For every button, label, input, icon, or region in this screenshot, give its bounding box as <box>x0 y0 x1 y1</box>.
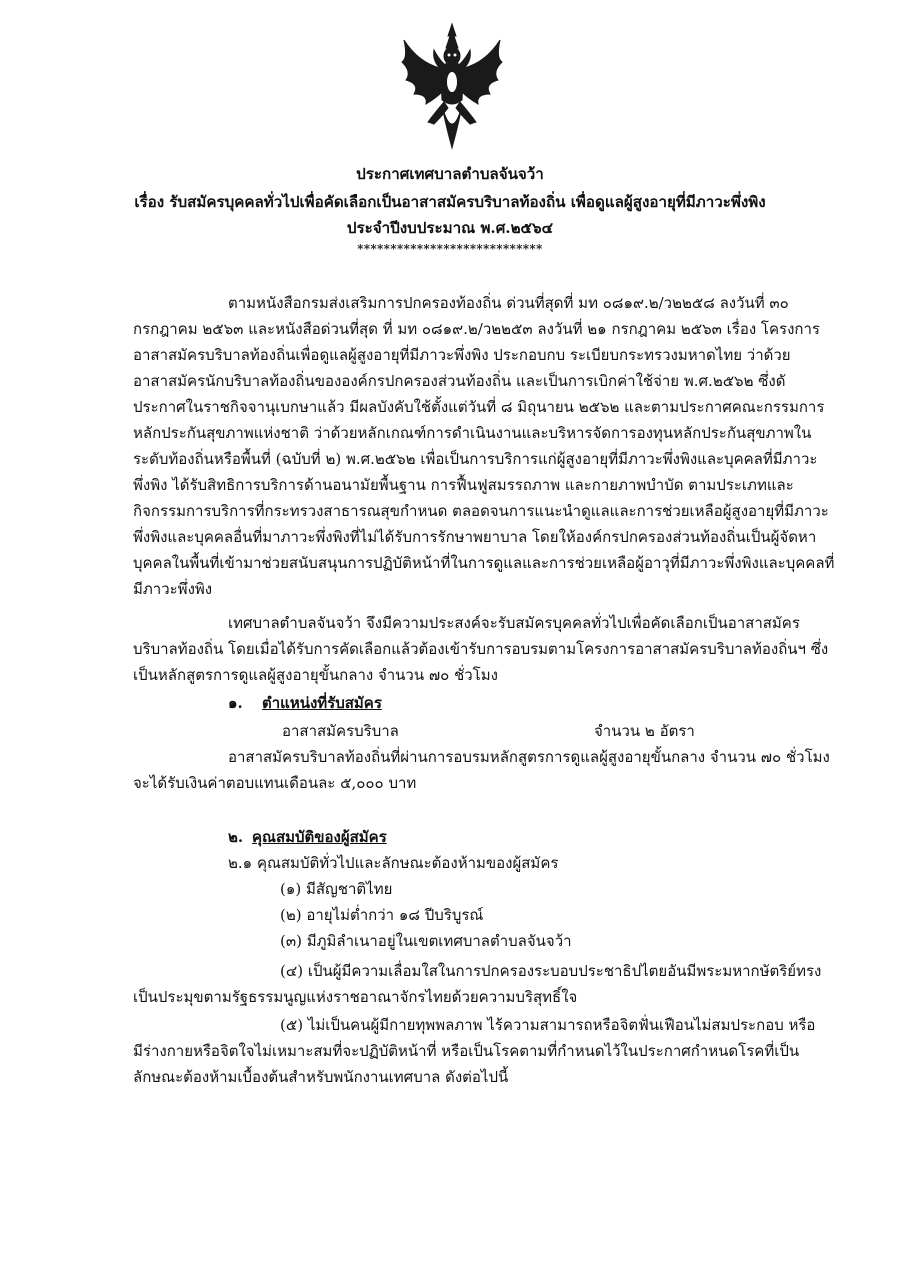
paragraph-1-line: พึ่งพิงและบุคคลอื่นที่มาภาวะพึ่งพิงที่ไม่ได้รับการรักษาพยาบาล โดยให้องค์กรปกครองส่วนท้องถิ่นเป็นผู้จัดหา <box>133 528 817 546</box>
qualification-item-continued: เป็นประมุขตามรัฐธรรมนูญแห่งราชอาณาจักรไทยด้วยความบริสุทธิ์ใจ <box>133 988 578 1006</box>
section-2-number: ๒. <box>228 828 244 846</box>
paragraph-2-line: เทศบาลตำบลจันจว้า จึงมีความประสงค์จะรับสมัครบุคคลทั่วไปเพื่อคัดเลือกเป็นอาสาสมัคร <box>228 614 800 632</box>
section-2-title: คุณสมบัติของผู้สมัคร <box>252 828 387 846</box>
paragraph-1-line: กรกฎาคม ๒๕๖๓ และหนังสือด่วนที่สุด ที่ มท ๐๘๑๙.๒/ว๒๒๕๓ ลงวันที่ ๒๑ กรกฎาคม ๒๕๖๓ เรื่อง โครงการ <box>133 320 820 338</box>
garuda-emblem-icon <box>398 22 506 150</box>
paragraph-1-line: มีภาวะพึ่งพิง <box>133 580 213 598</box>
qualification-item: (๔) เป็นผู้มีความเลื่อมใสในการปกครองระบอบประชาธิปไตยอันมีพระมหากษัตริย์ทรง <box>280 962 822 980</box>
paragraph-1-line: ระดับท้องถิ่นหรือพื้นที่ (ฉบับที่ ๒) พ.ศ.๒๕๖๒ เพื่อเป็นการบริการแก่ผู้สูงอายุที่มีภาวะพึ่งพิงและบุคคลที่มีภาวะ <box>133 450 818 468</box>
paragraph-1-line: อาสาสมัครนักบริบาลท้องถิ่นขององค์กรปกครองส่วนท้องถิ่น และเป็นการเบิกค่าใช้จ่าย พ.ศ.๒๕๖๒ ซึ่งดั <box>133 372 786 390</box>
section-1-title: ตำแหน่งที่รับสมัคร <box>262 694 382 712</box>
qualification-item-continued: มีร่างกายหรือจิตใจไม่เหมาะสมที่จะปฏิบัติหน้าที่ หรือเป็นโรคตามที่กำหนดไว้ในประกาศกำหนดโรคที่เป็น <box>133 1042 800 1060</box>
paragraph-1-line: ประกาศในราชกิจจานุเบกษาแล้ว มีผลบังคับใช้ตั้งแต่วันที่ ๘ มิถุนายน ๒๕๖๒ และตามประกาศคณะกรรมการ <box>133 398 825 416</box>
position-detail-line: อาสาสมัครบริบาลท้องถิ่นที่ผ่านการอบรมหลักสูตรการดูแลผู้สูงอายุขั้นกลาง จำนวน ๗๐ ชั่วโมง <box>228 748 830 766</box>
paragraph-1-line: หลักประกันสุขภาพแห่งชาติ ว่าด้วยหลักเกณฑ์การดำเนินงานและบริหารจัดการองทุนหลักประกันสุขภาพใน <box>133 424 812 442</box>
position-name: อาสาสมัครบริบาล <box>282 722 399 740</box>
qualification-item: (๓) มีภูมิลำเนาอยู่ในเขตเทศบาลตำบลจันจว้า <box>280 932 572 950</box>
paragraph-1-line: ตามหนังสือกรมส่งเสริมการปกครองท้องถิ่น ด่วนที่สุดที่ มท ๐๘๑๙.๒/ว๒๒๕๘ ลงวันที่ ๓๐ <box>228 294 789 312</box>
fiscal-year-line: ประจำปีงบประมาณ พ.ศ.๒๕๖๔ <box>346 219 554 237</box>
paragraph-1-line: อาสาสมัครบริบาลท้องถิ่นเพื่อดูแลผู้สูงอายุที่มีภาวะพึ่งพิง ประกอบกบ ระเบียบกระทรวงมหาดไทย ว่าด้วย <box>133 346 791 364</box>
paragraph-2-line: เป็นหลักสูตรการดูแลผู้สูงอายุขั้นกลาง จำนวน ๗๐ ชั่วโมง <box>133 666 498 684</box>
qualification-item: (๒) อายุไม่ต่ำกว่า ๑๘ ปีบริบูรณ์ <box>280 906 484 924</box>
section-1-number: ๑. <box>228 694 243 712</box>
qualification-item-continued: ลักษณะต้องห้ามเบื้องต้นสำหรับพนักงานเทศบาล ดังต่อไปนี้ <box>133 1068 509 1086</box>
section-2-subtitle: ๒.๑ คุณสมบัติทั่วไปและลักษณะต้องห้ามของผู้สมัคร <box>228 854 559 872</box>
position-quota: จำนวน ๒ อัตรา <box>594 722 695 740</box>
paragraph-1-line: กิจกรรมการบริการที่กระทรวงสาธารณสุขกำหนด ตลอดจนการแนะนำดูแลและการช่วยเหลือผู้สูงอายุที่มีภาวะ <box>133 502 829 520</box>
position-detail-line: จะได้รับเงินค่าตอบแทนเดือนละ ๕,๐๐๐ บาท <box>133 774 417 792</box>
announcement-title: ประกาศเทศบาลตำบลจันจว้า <box>356 165 544 183</box>
qualification-item: (๕) ไม่เป็นคนผู้มีกายทุพพลภาพ ไร้ความสามารถหรือจิตฟั่นเฟือนไม่สมประกอบ หรือ <box>280 1016 816 1034</box>
paragraph-2-line: บริบาลท้องถิ่น โดยเมื่อได้รับการคัดเลือกแล้วต้องเข้ารับการอบรมตามโครงการอาสาสมัครบริบาลท้องถิ่นฯ ซึ่ง <box>133 640 829 658</box>
paragraph-1-line: พึ่งพิง ได้รับสิทธิการบริการด้านอนามัยพื้นฐาน การฟื้นฟูสมรรถภาพ และกายภาพบำบัด ตามประเภทและ <box>133 476 794 494</box>
separator-stars: **************************** <box>357 242 543 256</box>
qualification-item: (๑) มีสัญชาติไทย <box>280 880 393 898</box>
announcement-subject: เรื่อง รับสมัครบุคคลทั่วไปเพื่อคัดเลือกเป็นอาสาสมัครบริบาลท้องถิ่น เพื่อดูแลผู้สูงอายุที่มีภาวะพึ่งพิง <box>134 193 766 211</box>
paragraph-1-line: บุคคลในพื้นที่เข้ามาช่วยสนับสนุนการปฏิบัติหน้าที่ในการดูแลและการช่วยเหลือผู้อาวุที่มีภาวะพึ่งพิงและบุคคลที่ <box>133 554 835 572</box>
